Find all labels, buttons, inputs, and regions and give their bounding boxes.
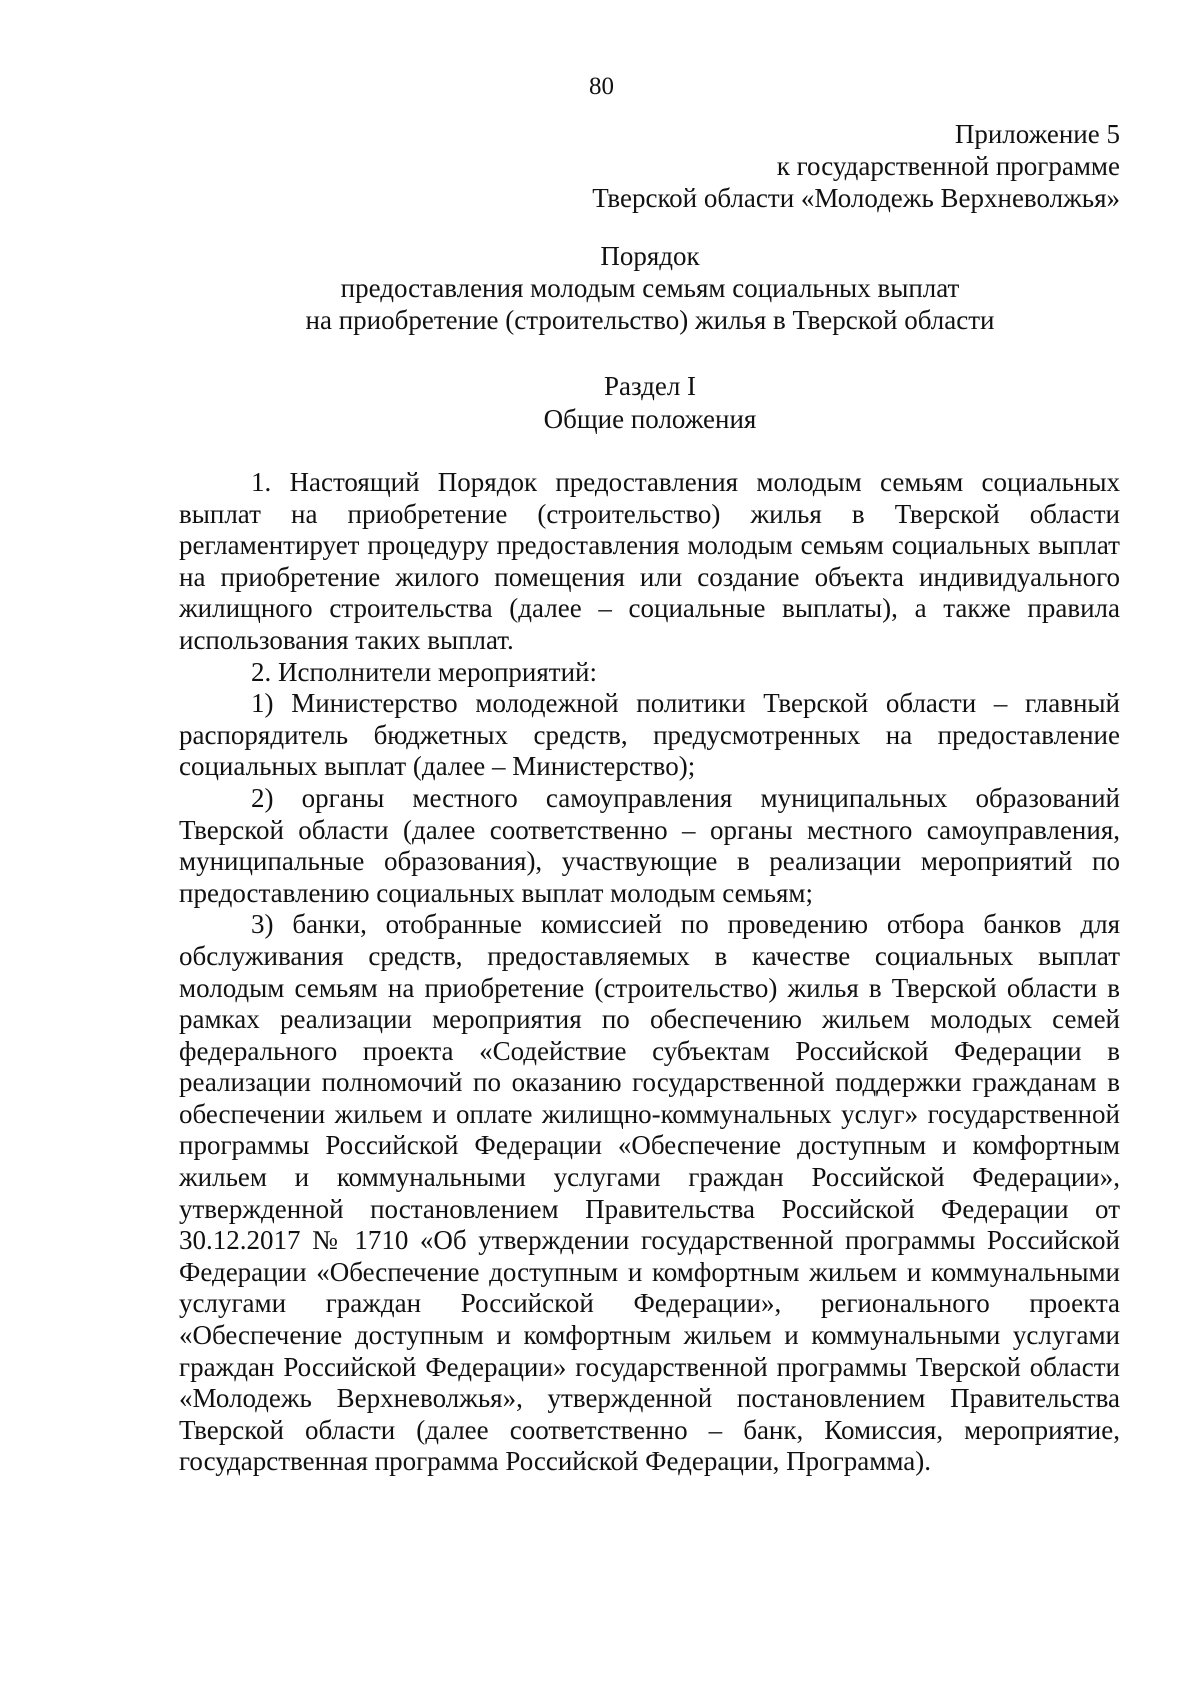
document-body	[179, 467, 1120, 1478]
appendix-header	[420, 118, 1120, 214]
section-name: Общие положения	[543, 404, 757, 434]
section-number: Раздел I	[603, 371, 697, 401]
paragraph-2-item-2: 2) органы местного самоуправления муниципальных образований Тверской области (далее соответственно – органы местного самоуправления, муниципальные образования), участвующие в реализации мероприятий по предоставлению социальных выплат молодым семьям;	[179, 782, 1120, 908]
paragraph-2-item-3: 3) банки, отобранные комиссией по проведению отбора банков для обслуживания средств, предоставляемых в качестве социальных выплат молодым семьям на приобретение (строительство) жилья в Тверской области в рамках реализации мероприятия по обеспечению жильем молодых семей федерального проекта «Содействие субъектам Российской Федерации в реализации полномочий по оказанию государственной поддержки гражданам в обеспечении жильем и оплате жилищно-коммунальных услуг» государственной программы Российской Федерации «Обеспечение доступным и комфортным жильем и коммунальными услугами граждан Российской Федерации», утвержденной постановлением Правительства Российской Федерации от 30.12.2017 № 1710 «Об утверждении государственной программы Российской Федерации «Обеспечение доступным и комфортным жильем и коммунальными услугами граждан Российской Федерации», регионального проекта «Обеспечение доступным и комфортным жильем и коммунальными услугами граждан Российской Федерации» государственной программы Тверской области «Молодежь Верхневолжья», утвержденной постановлением Правительства Тверской области (далее соответственно – банк, Комиссия, мероприятие, государственная программа Российской Федерации, Программа).	[179, 909, 1120, 1477]
paragraph-2-item-1: 1) Министерство молодежной политики Тверской области – главный распорядитель бюджетных средств, предусмотренных на предоставление социальных выплат (далее – Министерство);	[179, 688, 1120, 782]
document-title	[170, 240, 1130, 336]
paragraph-1: 1. Настоящий Порядок предоставления молодым семьям социальных выплат на приобретение (строительство) жилья в Тверской области регламентирует процедуру предоставления молодым семьям социальных выплат на приобретение жилого помещения или создание объекта индивидуального жилищного строительства (далее – социальные выплаты), а также правила использования таких выплат.	[179, 467, 1120, 655]
title-line-1: Порядок	[600, 241, 700, 271]
appendix-line-3: Тверской области «Молодежь Верхневолжья»	[592, 183, 1120, 213]
title-line-2: предоставления молодым семьям социальных выплат	[340, 273, 960, 303]
appendix-line-1: Приложение 5	[954, 119, 1120, 149]
page-number: 80	[589, 73, 614, 100]
section-heading	[170, 370, 1130, 436]
paragraph-2: 2. Исполнители мероприятий:	[251, 656, 597, 687]
title-line-3: на приобретение (строительство) жилья в Тверской области	[305, 305, 995, 335]
appendix-line-2: к государственной программе	[776, 151, 1120, 181]
